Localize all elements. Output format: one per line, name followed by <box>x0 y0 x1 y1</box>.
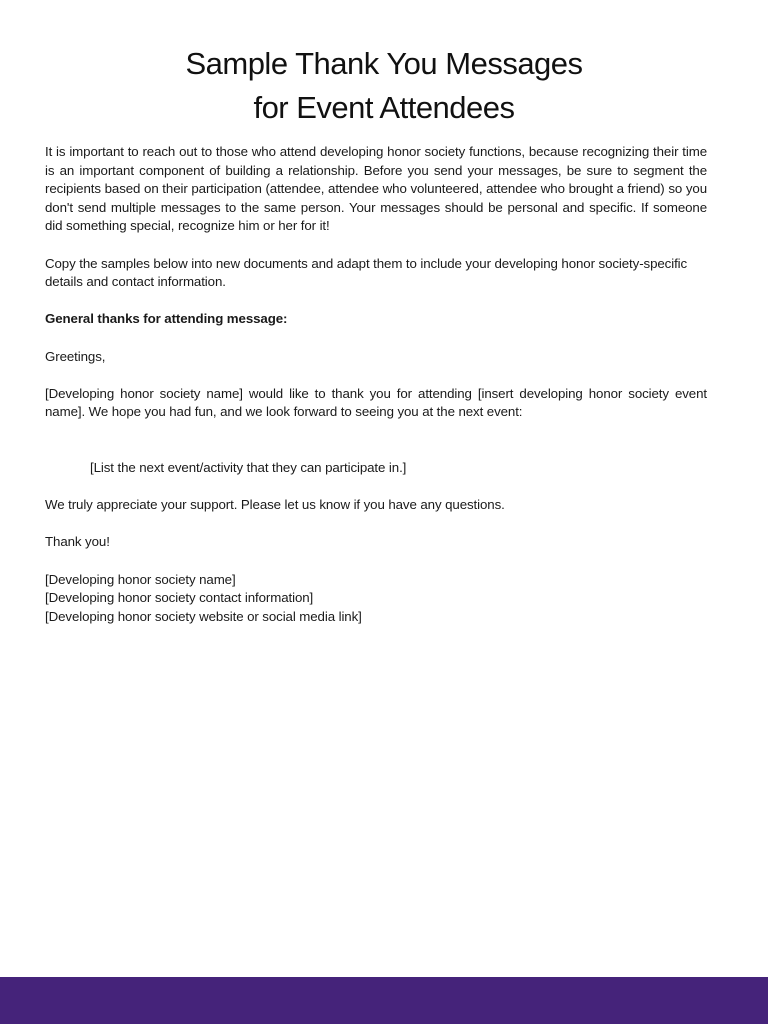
title-line-1: Sample Thank You Messages <box>185 46 583 81</box>
signature-website: [Developing honor society website or social media link] <box>45 608 362 624</box>
footer-band <box>0 977 768 1024</box>
next-event-placeholder: [List the next event/activity that they can participate in.] <box>90 460 407 476</box>
appreciation-line: We truly appreciate your support. Please let us know if you have any questions. <box>45 497 505 513</box>
signature-contact: [Developing honor society contact information] <box>45 590 314 606</box>
page-title <box>0 42 768 130</box>
document-body <box>45 143 707 626</box>
intro-paragraph: It is important to reach out to those who attend developing honor society functions, because recognizing their time is an important component of building a relationship. Before you send your messages, be sure to segment the recipients based on their participation (attendee, attendee who volunteered, attendee who brought a friend) so you don't send multiple messages to the same person. Your messages should be personal and specific. If someone did something special, recognize him or her for it! <box>45 144 707 234</box>
signature-name: [Developing honor society name] <box>45 571 236 587</box>
section-heading: General thanks for attending message: <box>45 311 288 327</box>
greeting: Greetings, <box>45 348 106 364</box>
closing-line: Thank you! <box>45 534 110 550</box>
message-body: [Developing honor society name] would like to thank you for attending [insert developing honor society event name]. We hope you had fun, and we look forward to seeing you at the next event: <box>45 385 707 420</box>
title-line-2: for Event Attendees <box>253 90 515 125</box>
copy-instructions-paragraph: Copy the samples below into new documents and adapt them to include your developing honor society-specific details and contact information. <box>45 255 688 290</box>
